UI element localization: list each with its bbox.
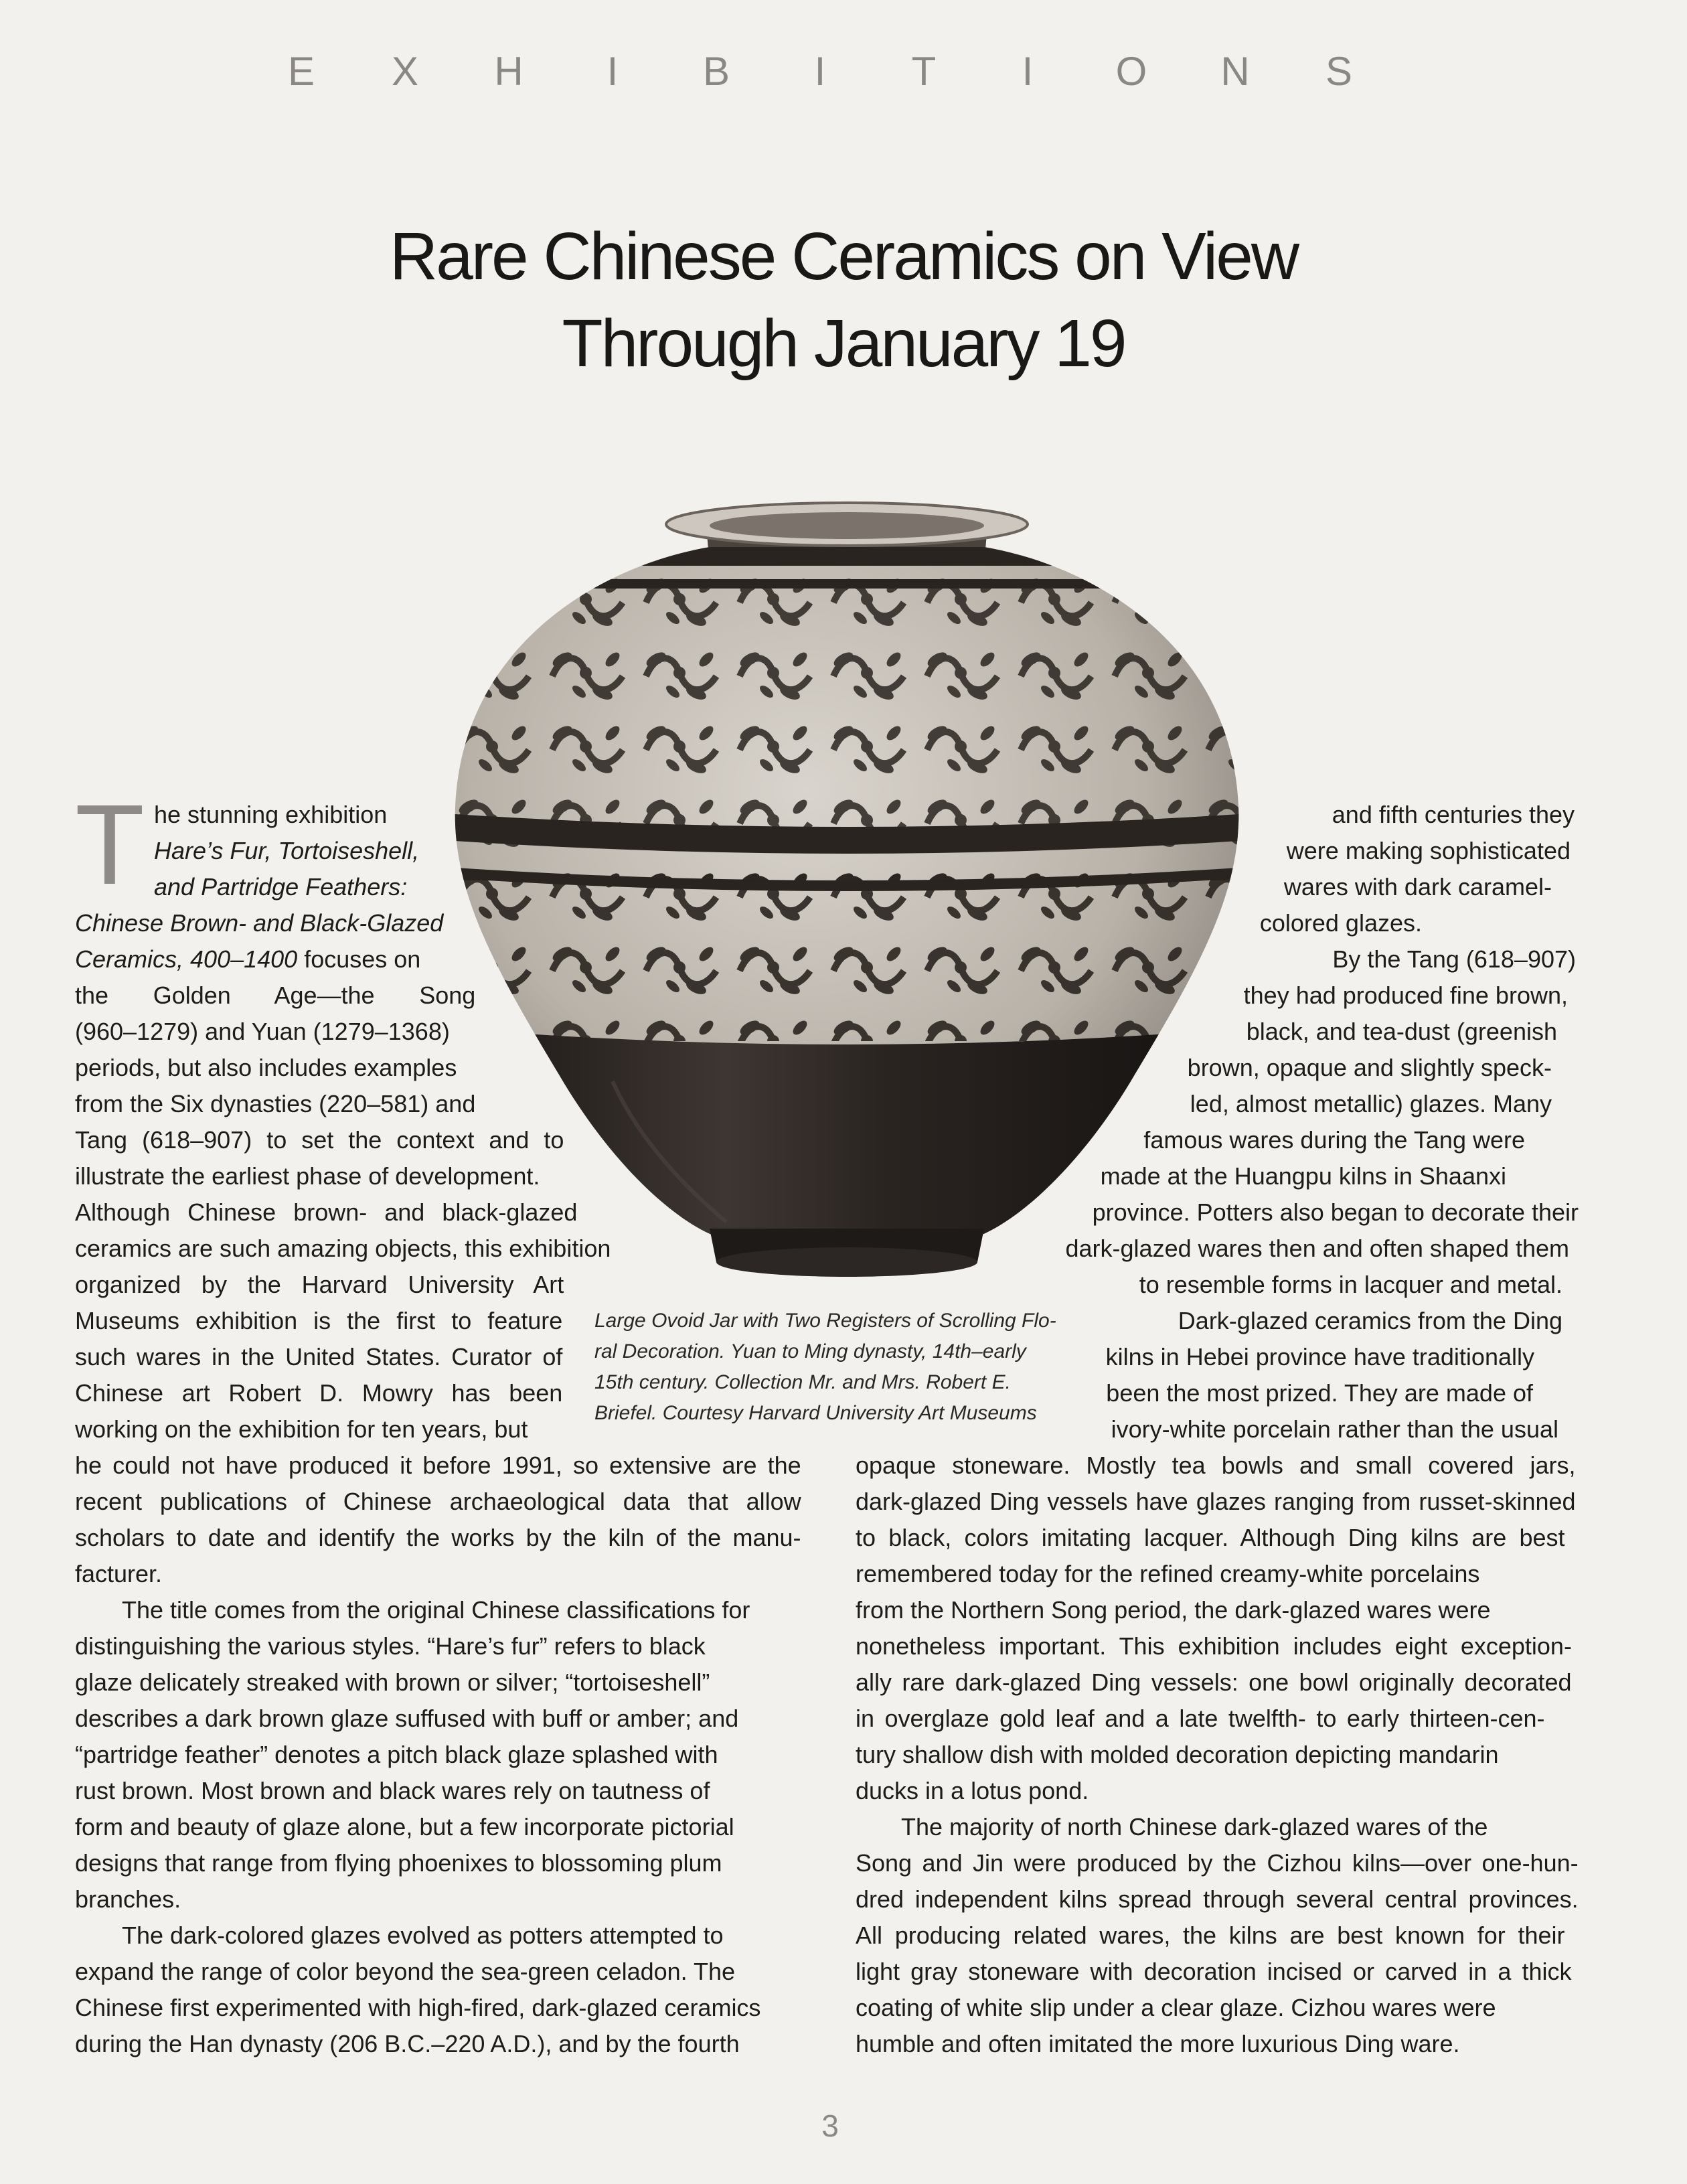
text-line: (960–1279) and Yuan (1279–1368)	[75, 1018, 450, 1045]
text-line: expand the range of color beyond the sea-green celadon. The	[75, 1958, 736, 1985]
text-line: led, almost metallic) glazes. Many	[1190, 1090, 1552, 1117]
section-heading-letter: S	[1325, 49, 1353, 94]
text-line: light gray stoneware with decoration incised or carved in a thick	[856, 1958, 1572, 1985]
text-line: in overglaze gold leaf and a late twelfth- to early thirteen-cen-	[856, 1705, 1545, 1732]
text-line: were making sophisticated	[1286, 837, 1571, 864]
text-line: Chinese first experimented with high-fired, dark-glazed ceramics	[75, 1994, 761, 2021]
text-line: branches.	[75, 1885, 181, 1913]
text-line: The majority of north Chinese dark-glazed wares of the	[901, 1813, 1488, 1841]
text-line: glaze delicately streaked with brown or silver; “tortoiseshell”	[75, 1668, 710, 1696]
text-line: Song and Jin were produced by the Cizhou kilns—over one-hun-	[856, 1849, 1579, 1877]
text-line: famous wares during the Tang were	[1143, 1126, 1525, 1154]
section-heading-letter: N	[1220, 49, 1250, 94]
text-line: coating of white slip under a clear glaze. Cizhou wares were	[856, 1994, 1496, 2021]
text-line: made at the Huangpu kilns in Shaanxi	[1100, 1162, 1506, 1190]
text-line: ally rare dark-glazed Ding vessels: one bowl originally decorated	[856, 1668, 1572, 1696]
text-line: Large Ovoid Jar with Two Registers of Scrolling Flo-	[594, 1310, 1056, 1332]
text-line: form and beauty of glaze alone, but a few incorporate pictorial	[75, 1813, 734, 1841]
text-line: he could not have produced it before 1991, so extensive are the	[75, 1452, 801, 1479]
section-heading	[281, 48, 1359, 94]
text-line: ral Decoration. Yuan to Ming dynasty, 14th–early	[594, 1340, 1026, 1362]
text-span: Ceramics, 400–1400	[75, 945, 298, 973]
text-line: rust brown. Most brown and black wares rely on tautness of	[75, 1777, 710, 1804]
title-line-1: Rare Chinese Ceramics on View	[389, 219, 1298, 294]
section-heading-letter: X	[391, 49, 419, 94]
section-heading-letter: H	[494, 49, 524, 94]
text-line: humble and often imitated the more luxurious Ding ware.	[856, 2030, 1460, 2057]
text-line: The dark-colored glazes evolved as potters attempted to	[122, 1922, 724, 1949]
text-line	[75, 941, 420, 978]
text-line: he stunning exhibition	[154, 801, 388, 828]
text-line: brown, opaque and slightly speck-	[1187, 1054, 1552, 1081]
text-line: organized by the Harvard University Art	[75, 1271, 564, 1298]
text-line: periods, but also includes examples	[75, 1054, 457, 1081]
text-line: illustrate the earliest phase of development.	[75, 1162, 540, 1190]
text-line: Hare’s Fur, Tortoiseshell,	[154, 837, 420, 864]
text-line: such wares in the United States. Curator of	[75, 1343, 563, 1371]
text-line: black, and tea-dust (greenish	[1246, 1018, 1557, 1045]
text-line: Briefel. Courtesy Harvard University Art Museums	[594, 1402, 1037, 1424]
text-line: “partridge feather” denotes a pitch black glaze splashed with	[75, 1741, 718, 1768]
text-line: Although Chinese brown- and black-glazed	[75, 1198, 578, 1226]
section-heading-letter: T	[911, 49, 937, 94]
text-line: ivory-white porcelain rather than the usual	[1111, 1415, 1558, 1443]
text-line: Museums exhibition is the first to feature	[75, 1307, 563, 1334]
article-title	[174, 213, 1513, 387]
text-line: The title comes from the original Chinese classifications for	[122, 1596, 750, 1624]
text-line: ducks in a lotus pond.	[856, 1777, 1089, 1804]
text-line: describes a dark brown glaze suffused with buff or amber; and	[75, 1705, 739, 1732]
text-line: colored glazes.	[1259, 909, 1422, 937]
section-heading-letter: E	[287, 49, 315, 94]
section-heading-letter: B	[702, 49, 730, 94]
text-line: Dark-glazed ceramics from the Ding	[1178, 1307, 1562, 1334]
text-line: All producing related wares, the kilns are best known for their	[856, 1922, 1565, 1949]
text-line: opaque stoneware. Mostly tea bowls and small covered jars,	[856, 1452, 1576, 1479]
text-line: dark-glazed wares then and often shaped them	[1065, 1235, 1569, 1262]
title-line-2: Through January 19	[562, 306, 1125, 381]
text-line: from the Six dynasties (220–581) and	[75, 1090, 476, 1117]
text-line: nonetheless important. This exhibition includes eight exception-	[856, 1632, 1572, 1660]
text-line: working on the exhibition for ten years, but	[75, 1415, 528, 1443]
section-heading-letter: O	[1115, 49, 1147, 94]
text-line: been the most prized. They are made of	[1106, 1379, 1533, 1407]
text-line: facturer.	[75, 1560, 163, 1587]
text-line: 15th century. Collection Mr. and Mrs. Robert E.	[594, 1371, 1011, 1393]
text-line: tury shallow dish with molded decoration depicting mandarin	[856, 1741, 1499, 1768]
section-heading-letter: I	[1022, 49, 1034, 94]
text-line: scholars to date and identify the works by the kiln of the manu-	[75, 1524, 801, 1551]
text-line: province. Potters also began to decorate their	[1092, 1198, 1579, 1226]
text-line: during the Han dynasty (206 B.C.–220 A.D.), and by the fourth	[75, 2030, 740, 2057]
section-heading-letter: I	[607, 49, 619, 94]
text-line: wares with dark caramel-	[1283, 873, 1552, 901]
text-line: remembered today for the refined creamy-white porcelains	[856, 1560, 1480, 1587]
text-line: ceramics are such amazing objects, this exhibition	[75, 1235, 611, 1262]
text-line: the Golden Age—the Song	[75, 982, 476, 1009]
text-line: Chinese art Robert D. Mowry has been	[75, 1379, 563, 1407]
text-line: Tang (618–907) to set the context and to	[75, 1126, 564, 1154]
text-line: to resemble forms in lacquer and metal.	[1139, 1271, 1562, 1298]
text-line: they had produced fine brown,	[1243, 982, 1568, 1009]
text-line: dred independent kilns spread through several central provinces.	[856, 1885, 1579, 1913]
text-line: dark-glazed Ding vessels have glazes ranging from russet-skinned	[856, 1488, 1576, 1515]
text-line: from the Northern Song period, the dark-glazed wares were	[856, 1596, 1491, 1624]
text-span: focuses on	[297, 945, 421, 973]
text-line: distinguishing the various styles. “Hare’s fur” refers to black	[75, 1632, 706, 1660]
text-line: and fifth centuries they	[1332, 801, 1575, 828]
text-line: kilns in Hebei province have traditionally	[1105, 1343, 1534, 1371]
page-number: 3	[821, 2108, 839, 2143]
text-line: to black, colors imitating lacquer. Although Ding kilns are best	[856, 1524, 1565, 1551]
section-heading-letter: I	[814, 49, 826, 94]
text-line: By the Tang (618–907)	[1332, 945, 1576, 973]
text-line: and Partridge Feathers:	[154, 873, 408, 901]
drop-cap: T	[75, 781, 145, 909]
text-line: Chinese Brown- and Black-Glazed	[75, 909, 444, 937]
text-line: recent publications of Chinese archaeological data that allow	[75, 1488, 801, 1515]
text-line: designs that range from flying phoenixes to blossoming plum	[75, 1849, 722, 1877]
